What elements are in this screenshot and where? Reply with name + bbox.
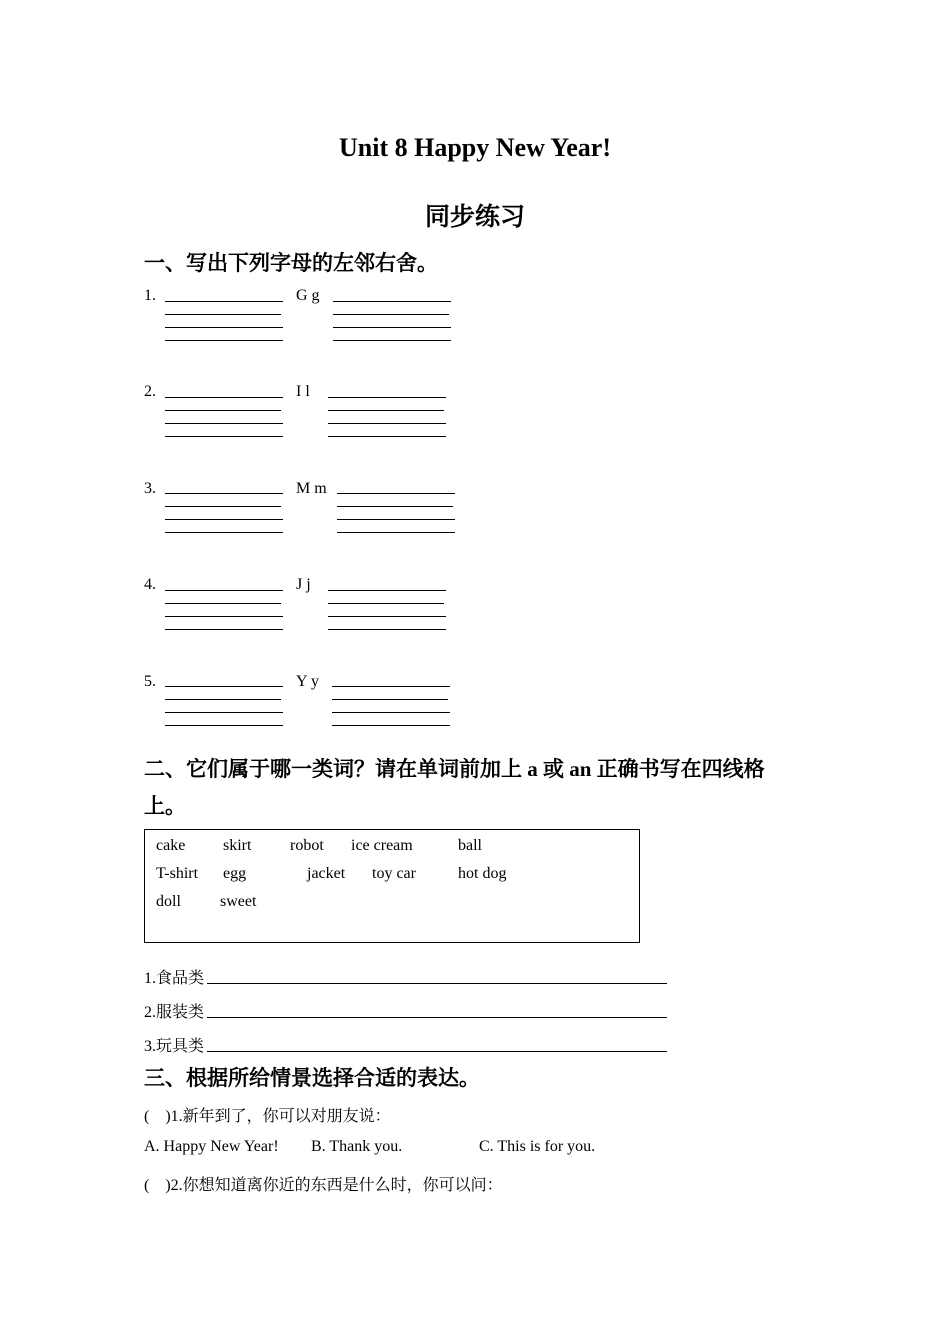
answer-line[interactable] xyxy=(207,1051,667,1052)
letter-question-number: 4. xyxy=(144,576,156,593)
question-1: ( )1.新年到了，你可以对朋友说： xyxy=(144,1108,391,1125)
option-a: A. Happy New Year! xyxy=(144,1138,279,1155)
word-bank-item: sweet xyxy=(220,893,257,910)
page-title: Unit 8 Happy New Year! xyxy=(338,133,612,162)
word-bank-item: hot dog xyxy=(458,865,507,882)
option-b: B. Thank you. xyxy=(311,1138,403,1155)
question-2: ( )2.你想知道离你近的东西是什么时，你可以问： xyxy=(144,1177,503,1194)
section1-heading: 一、写出下列字母的左邻右舍。 xyxy=(144,251,438,275)
word-bank-item: cake xyxy=(156,837,186,854)
letter-question-number: 1. xyxy=(144,287,156,304)
word-bank-item: egg xyxy=(223,865,247,882)
category-label: 2.服装类 xyxy=(144,1004,205,1021)
letter-pair: M m xyxy=(296,480,327,497)
letter-pair: I l xyxy=(296,383,310,400)
letter-question-number: 3. xyxy=(144,480,156,497)
category-label: 1.食品类 xyxy=(144,970,205,987)
letter-pair: J j xyxy=(296,576,311,593)
letter-pair: G g xyxy=(296,287,320,304)
category-label: 3.玩具类 xyxy=(144,1038,205,1055)
option-c: C. This is for you. xyxy=(479,1138,596,1155)
word-bank-item: jacket xyxy=(307,865,346,882)
page-subtitle: 同步练习 xyxy=(424,204,525,231)
word-bank-item: toy car xyxy=(372,865,416,882)
answer-line[interactable] xyxy=(207,983,667,984)
section3-heading: 三、根据所给情景选择合适的表达。 xyxy=(144,1066,480,1090)
answer-line[interactable] xyxy=(207,1017,667,1018)
letter-question-number: 5. xyxy=(144,673,156,690)
word-bank-item: ball xyxy=(458,837,482,854)
word-bank-item: T-shirt xyxy=(156,865,199,882)
word-bank-item: doll xyxy=(156,893,181,910)
section2-heading-line1: 二、它们属于哪一类词？请在单词前加上 a 或 an 正确书写在四线格 xyxy=(144,757,765,781)
word-bank-item: robot xyxy=(290,837,324,854)
word-bank-item: skirt xyxy=(223,837,252,854)
letter-pair: Y y xyxy=(296,673,319,690)
letter-question-number: 2. xyxy=(144,383,156,400)
word-bank-item: ice cream xyxy=(351,837,413,854)
section2-heading-line2: 上。 xyxy=(144,794,186,818)
